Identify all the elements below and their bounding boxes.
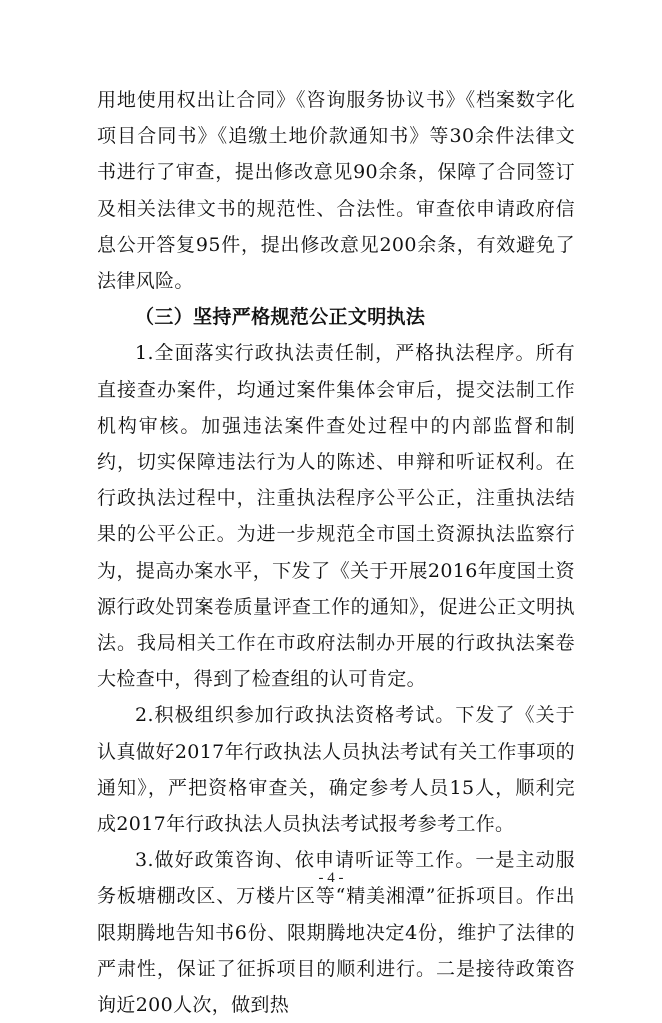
paragraph-item-3: 3.做好政策咨询、依申请听证等工作。一是主动服务板塘棚改区、万楼片区等“精美湘潭”征拆项目。作出限期腾地告知书6份、限期腾地决定4份，维护了法律的严肃性，保证了征拆项目的顺利进行。二是接待政策咨询近200人次，做到热 [97,849,575,1017]
page-number: - 4 - [318,870,344,886]
paragraph-item-1: 1.全面落实行政执法责任制，严格执法程序。所有直接查办案件，均通过案件集体会审后，提交法制工作机构审核。加强违法案件查处过程中的内部监督和制约，切实保障违法行为人的陈述、申辩和听证权利。在行政执法过程中，注重执法程序公平公正，注重执法结果的公平公正。为进一步规范全市国土资源执法监察行为，提高办案水平，下发了《关于开展2016年度国土资源行政处罚案卷质量评查工作的通知》，促进公正文明执法。我局相关工作在市政府法制办开展的行政执法案卷大检查中，得到了检查组的认可肯定。 [97,342,575,691]
paragraph-item-2: 2.积极组织参加行政执法资格考试。下发了《关于认真做好2017年行政执法人员执法考试有关工作事项的通知》，严把资格审查关，确定参考人员15人，顺利完成2017年行政执法人员执法考试报考参考工作。 [97,704,575,836]
paragraph-continuation: 用地使用权出让合同》《咨询服务协议书》《档案数字化项目合同书》《追缴土地价款通知书》等30余件法律文书进行了审查，提出修改意见90余条，保障了合同签订及相关法律文书的规范性、合法性。审查依申请政府信息公开答复95件，提出修改意见200余条，有效避免了法律风险。 [97,89,575,293]
section-heading: （三）坚持严格规范公正文明执法 [135,306,426,329]
